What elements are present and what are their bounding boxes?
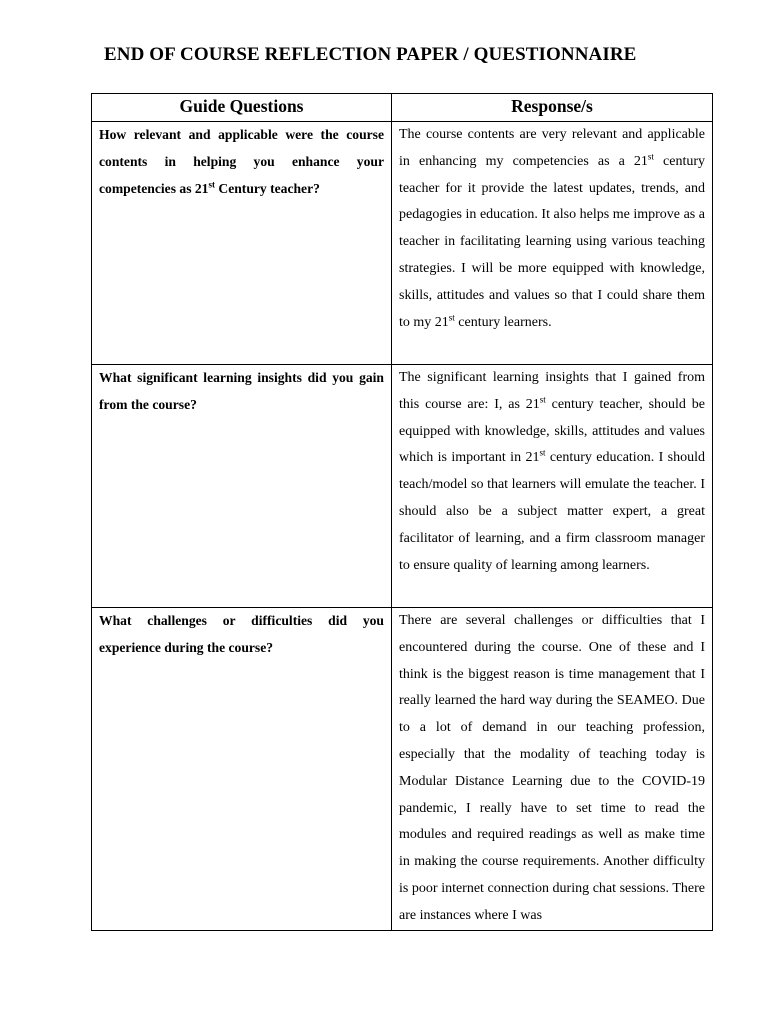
response-text: The significant learning insights that I gained from this course are: I, as 21	[399, 370, 705, 412]
superscript-ordinal: st	[647, 151, 654, 162]
question-text: Century teacher?	[214, 180, 320, 196]
table-row	[92, 122, 713, 365]
response-cell	[392, 608, 713, 931]
reflection-table	[91, 93, 713, 931]
response-text: century teacher, should be equipped with knowledge, skills, attitudes and values which is important in 21	[399, 396, 705, 466]
question-cell	[92, 365, 392, 608]
response-text: century learners.	[454, 314, 552, 330]
superscript-ordinal: st	[539, 447, 546, 458]
response-text: The course contents are very relevant and applicable in enhancing my competencies as a 21	[399, 127, 705, 169]
question-text: What challenges or difficulties did you experience during the course?	[99, 613, 384, 655]
superscript-ordinal: st	[448, 311, 455, 322]
header-responses: Response/s	[392, 94, 713, 122]
question-text: What significant learning insights did you gain from the course?	[99, 370, 384, 412]
response-cell	[392, 122, 713, 365]
table-row	[92, 365, 713, 608]
superscript-ordinal: st	[539, 394, 546, 405]
question-cell	[92, 122, 392, 365]
header-guide-questions: Guide Questions	[92, 94, 392, 122]
table-header-row	[92, 94, 713, 122]
table-row	[92, 608, 713, 931]
document-title: END OF COURSE REFLECTION PAPER / QUESTIONNAIRE	[104, 44, 637, 65]
superscript-ordinal: st	[208, 179, 215, 190]
response-text: There are several challenges or difficulties that I encountered during the course. One of these and I think is the biggest reason is time management that I really learned the hard way during the SEAMEO. Due to a lot of demand in our teaching profession, especially that the modality of teaching today is Modular Distance Learning due to the COVID-19 pandemic, I really have to set time to read the modules and required readings as well as make time in making the course requirements. Another difficulty is poor internet connection during chat sessions. There are instances where I was	[399, 613, 705, 923]
response-text: century education. I should teach/model so that learners will emulate the teacher. I should also be a subject matter expert, a great facilitator of learning, and a firm classroom manager to ensure quality of learning among learners.	[399, 450, 705, 573]
response-text: century teacher for it provide the latest updates, trends, and pedagogies in education. It also helps me improve as a teacher in facilitating learning using various teaching strategies. I will be more equipped with knowledge, skills, attitudes and values so that I could share them to my 21	[399, 153, 706, 330]
question-cell	[92, 608, 392, 931]
response-cell	[392, 365, 713, 608]
question-text: How relevant and applicable were the course contents in helping you enhance your competencies as 21	[99, 127, 384, 196]
